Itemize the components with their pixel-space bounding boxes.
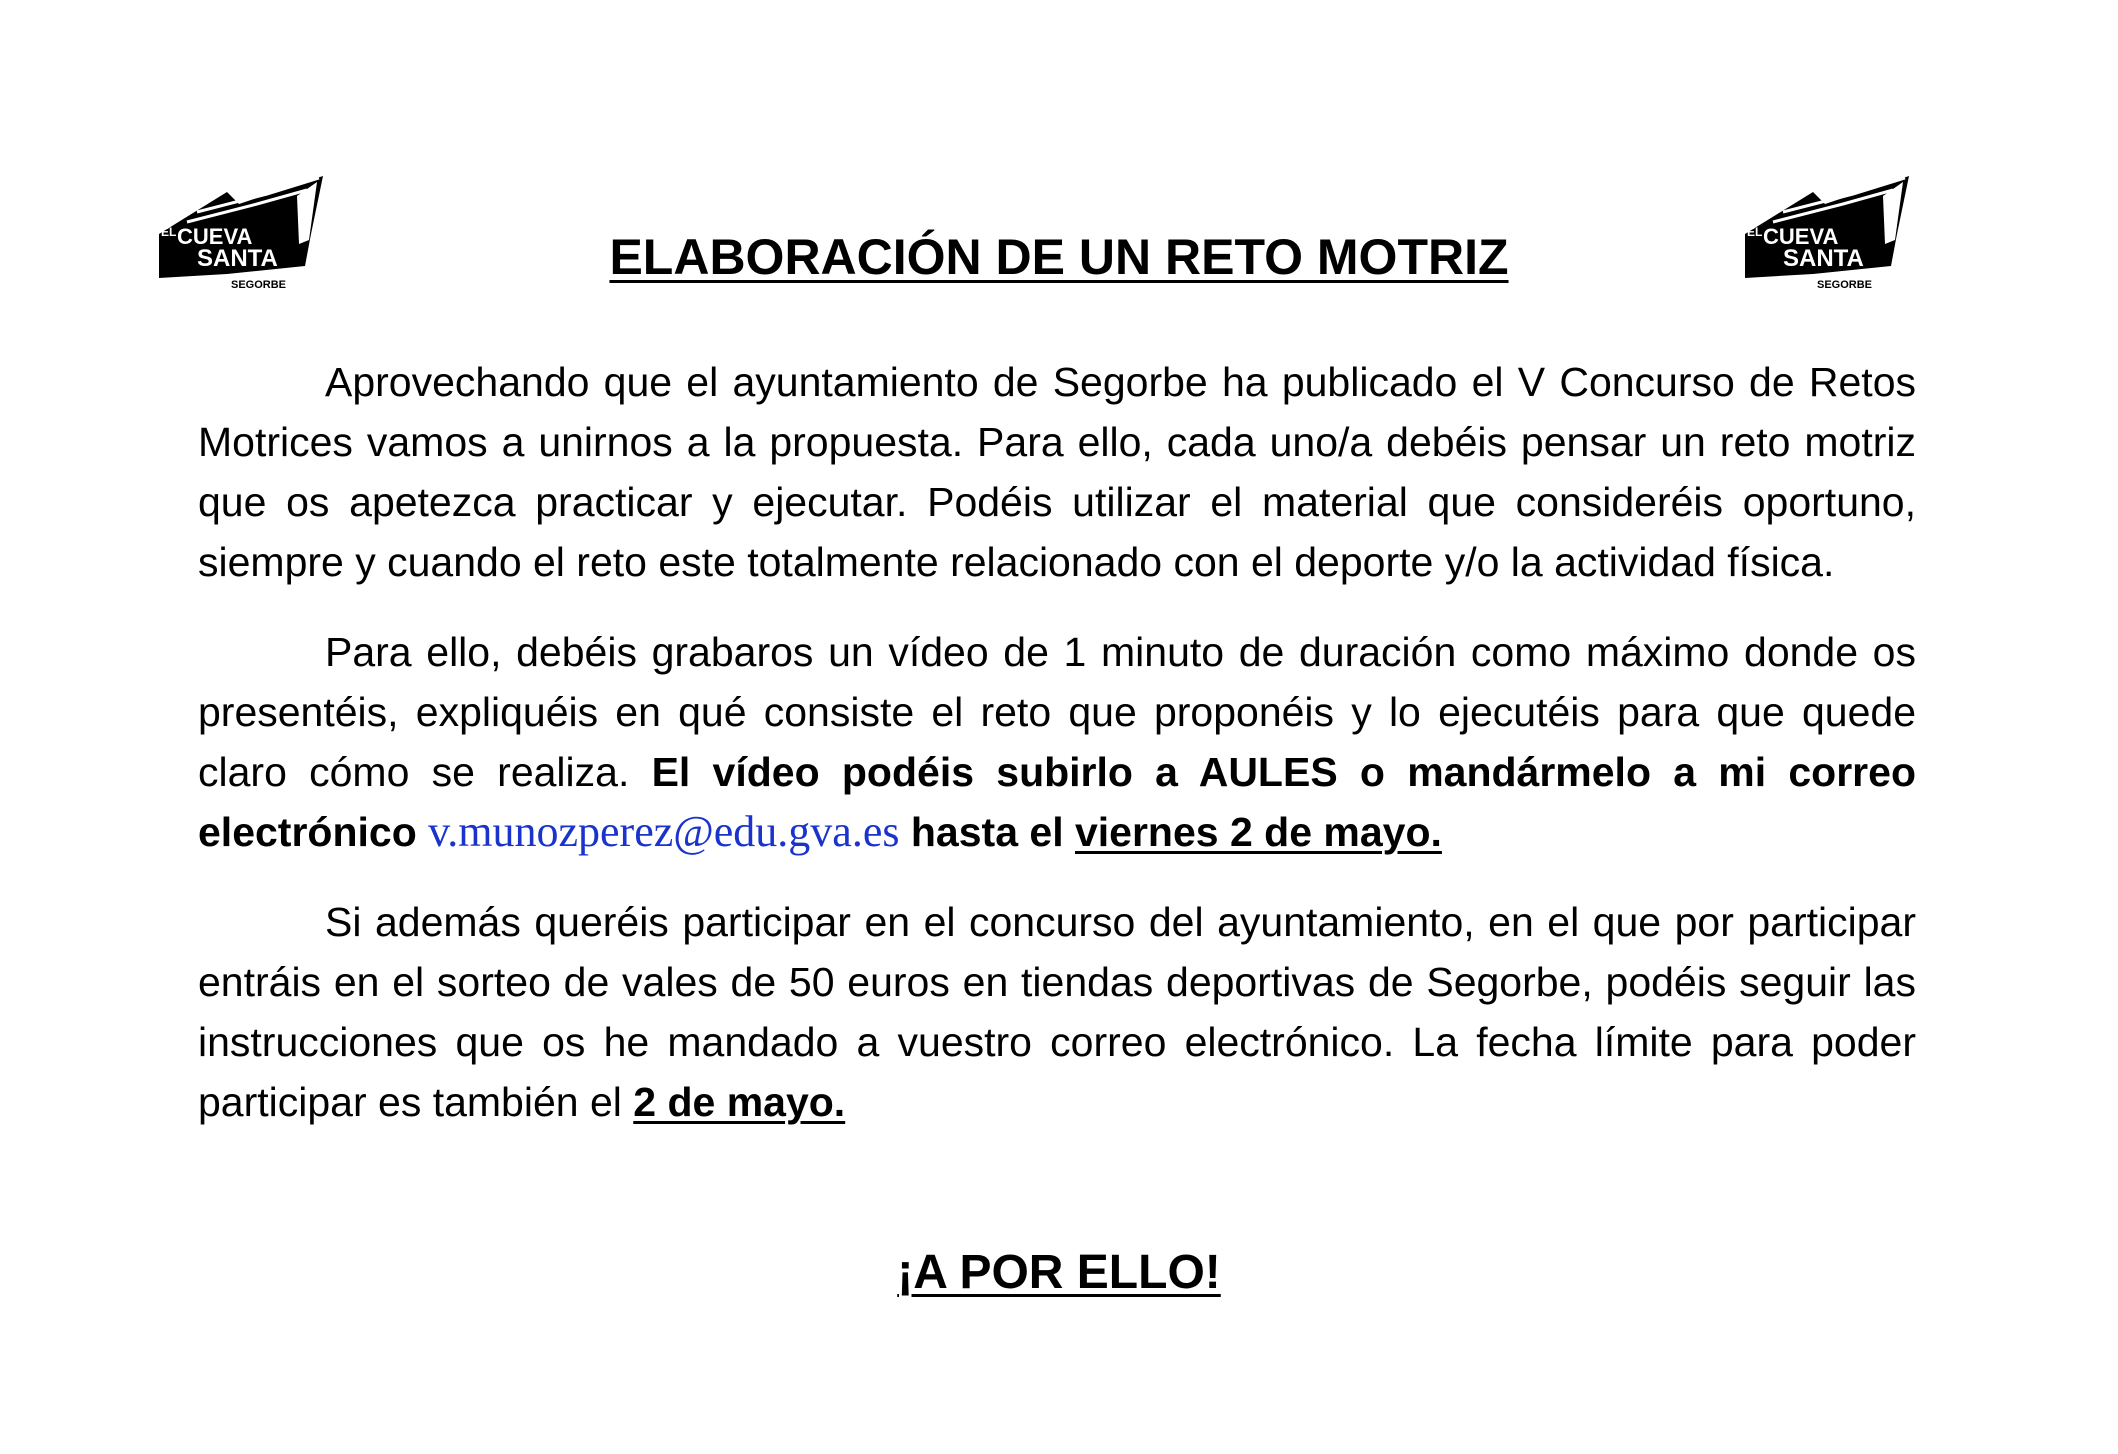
logo-text-cueva: CUEVA (177, 224, 253, 249)
logo-text-cueva: CUEVA (1763, 224, 1839, 249)
email-link[interactable]: v.munozperez@edu.gva.es (428, 807, 900, 856)
logo-text-segorbe: SEGORBE (231, 279, 287, 291)
paragraph-instructions (198, 622, 1916, 862)
logo-text-santa: SANTA (197, 245, 278, 272)
instructions-text: Para ello, debéis grabaros un vídeo de 1 minuto de duración como máximo donde os presentéis, expliquéis en qué consiste el reto que proponéis y lo ejecutéis para que quede claro cómo se realiza. (198, 629, 1916, 795)
document-title: ELABORACIÓN DE UN RETO MOTRIZ (609, 229, 1509, 285)
instructions-bold-lead: El vídeo podéis subirlo a AULES o mandármelo a mi correo electrónico (198, 749, 1916, 855)
contest-deadline: 2 de mayo. (633, 1079, 846, 1125)
deadline-date: viernes 2 de mayo. (1074, 809, 1442, 855)
logo-text-santa: SANTA (1783, 245, 1864, 272)
logo-text-segorbe: SEGORBE (1817, 279, 1873, 291)
logo-text-el: EL (1747, 225, 1763, 239)
closing-slogan: ¡A POR ELLO! (897, 1246, 1221, 1299)
logo-text-el: EL (161, 225, 177, 239)
paragraph-intro: Aprovechando que el ayuntamiento de Segorbe ha publicado el V Concurso de Retos Motrices vamos a unirnos a la propuesta. Para ello, cada uno/a debéis pensar un reto motriz que os apetezca practicar y ejecutar. Podéis utilizar el material que consideréis oportuno, siempre y cuando el reto este totalmente relacionado con el deporte y/o la actividad física. (198, 359, 1916, 585)
paragraph-contest (198, 892, 1916, 1132)
document-body (198, 352, 1916, 1162)
contest-text: Si además queréis participar en el concurso del ayuntamiento, en el que por participar entráis en el sorteo de vales de 50 euros en tiendas deportivas de Segorbe, podéis seguir las instrucciones que os he mandado a vuestro correo electrónico. La fecha límite para poder participar es también el (198, 899, 1916, 1125)
instructions-bold-mid: hasta el (899, 809, 1075, 855)
